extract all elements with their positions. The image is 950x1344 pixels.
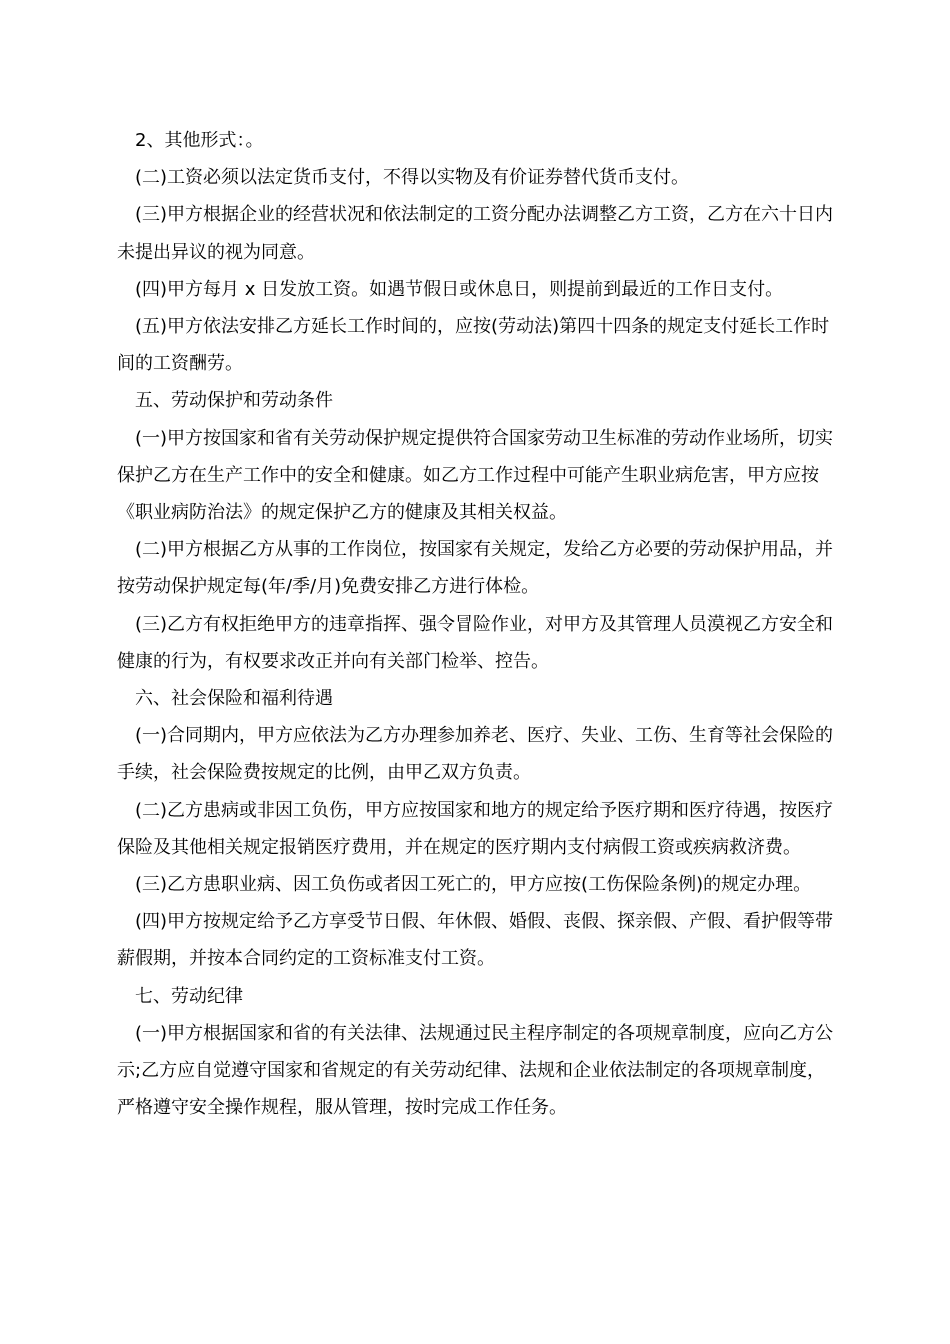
paragraph-occupational-injury: (三)乙方患职业病、因工负伤或者因工死亡的，甲方应按(工伤保险条例)的规定办理。 (135, 874, 812, 896)
paragraph-protective-equipment: (二)甲方根据乙方从事的工作岗位，按国家有关规定，发给乙方必要的劳动保护用品，并按劳动保护规定每(年/季/月)免费安排乙方进行体检。 (117, 539, 834, 598)
paragraph-payday: (四)甲方每月 x 日发放工资。如遇节假日或休息日，则提前到最近的工作日支付。 (135, 278, 784, 300)
paragraph-rules-compliance: (一)甲方根据国家和省的有关法律、法规通过民主程序制定的各项规章制度，应向乙方公示;乙方应自觉遵守国家和省规定的有关劳动纪律、法规和企业依法制定的各项规章制度，严格遵守安全操作规程，服从管理，按时完成工作任务。 (117, 1022, 834, 1119)
paragraph-sick-leave: (二)乙方患病或非因工负伤，甲方应按国家和地方的规定给予医疗期和医疗待遇，按医疗保险及其他相关规定报销医疗费用，并在规定的医疗期内支付病假工资或疾病救济费。 (117, 799, 834, 858)
section-heading-social-insurance: 六、社会保险和福利待遇 (135, 688, 333, 710)
section-heading-labor-discipline: 七、劳动纪律 (135, 985, 243, 1007)
paragraph-wage-currency: (二)工资必须以法定货币支付，不得以实物及有价证券替代货币支付。 (135, 167, 690, 189)
paragraph-workplace-safety: (一)甲方按国家和省有关劳动保护规定提供符合国家劳动卫生标准的劳动作业场所，切实保护乙方在生产工作中的安全和健康。如乙方工作过程中可能产生职业病危害，甲方应按《职业病防治法》的规定保护乙方的健康及其相关权益。 (117, 427, 834, 524)
section-heading-labor-protection: 五、劳动保护和劳动条件 (135, 390, 333, 412)
document-body (117, 122, 837, 1126)
paragraph-paid-leave: (四)甲方按规定给予乙方享受节日假、年休假、婚假、丧假、探亲假、产假、看护假等带薪假期，并按本合同约定的工资标准支付工资。 (117, 911, 834, 970)
paragraph-refuse-unsafe-orders: (三)乙方有权拒绝甲方的违章指挥、强令冒险作业，对甲方及其管理人员漠视乙方安全和健康的行为，有权要求改正并向有关部门检举、控告。 (117, 613, 834, 672)
paragraph-insurance-enrollment: (一)合同期内，甲方应依法为乙方办理参加养老、医疗、失业、工伤、生育等社会保险的手续，社会保险费按规定的比例，由甲乙双方负责。 (117, 725, 834, 784)
paragraph-wage-adjustment: (三)甲方根据企业的经营状况和依法制定的工资分配办法调整乙方工资，乙方在六十日内未提出异议的视为同意。 (117, 204, 834, 263)
paragraph-overtime-pay: (五)甲方依法安排乙方延长工作时间的，应按(劳动法)第四十四条的规定支付延长工作时间的工资酬劳。 (117, 316, 830, 375)
paragraph-other-forms: 2、其他形式：。 (135, 130, 264, 151)
